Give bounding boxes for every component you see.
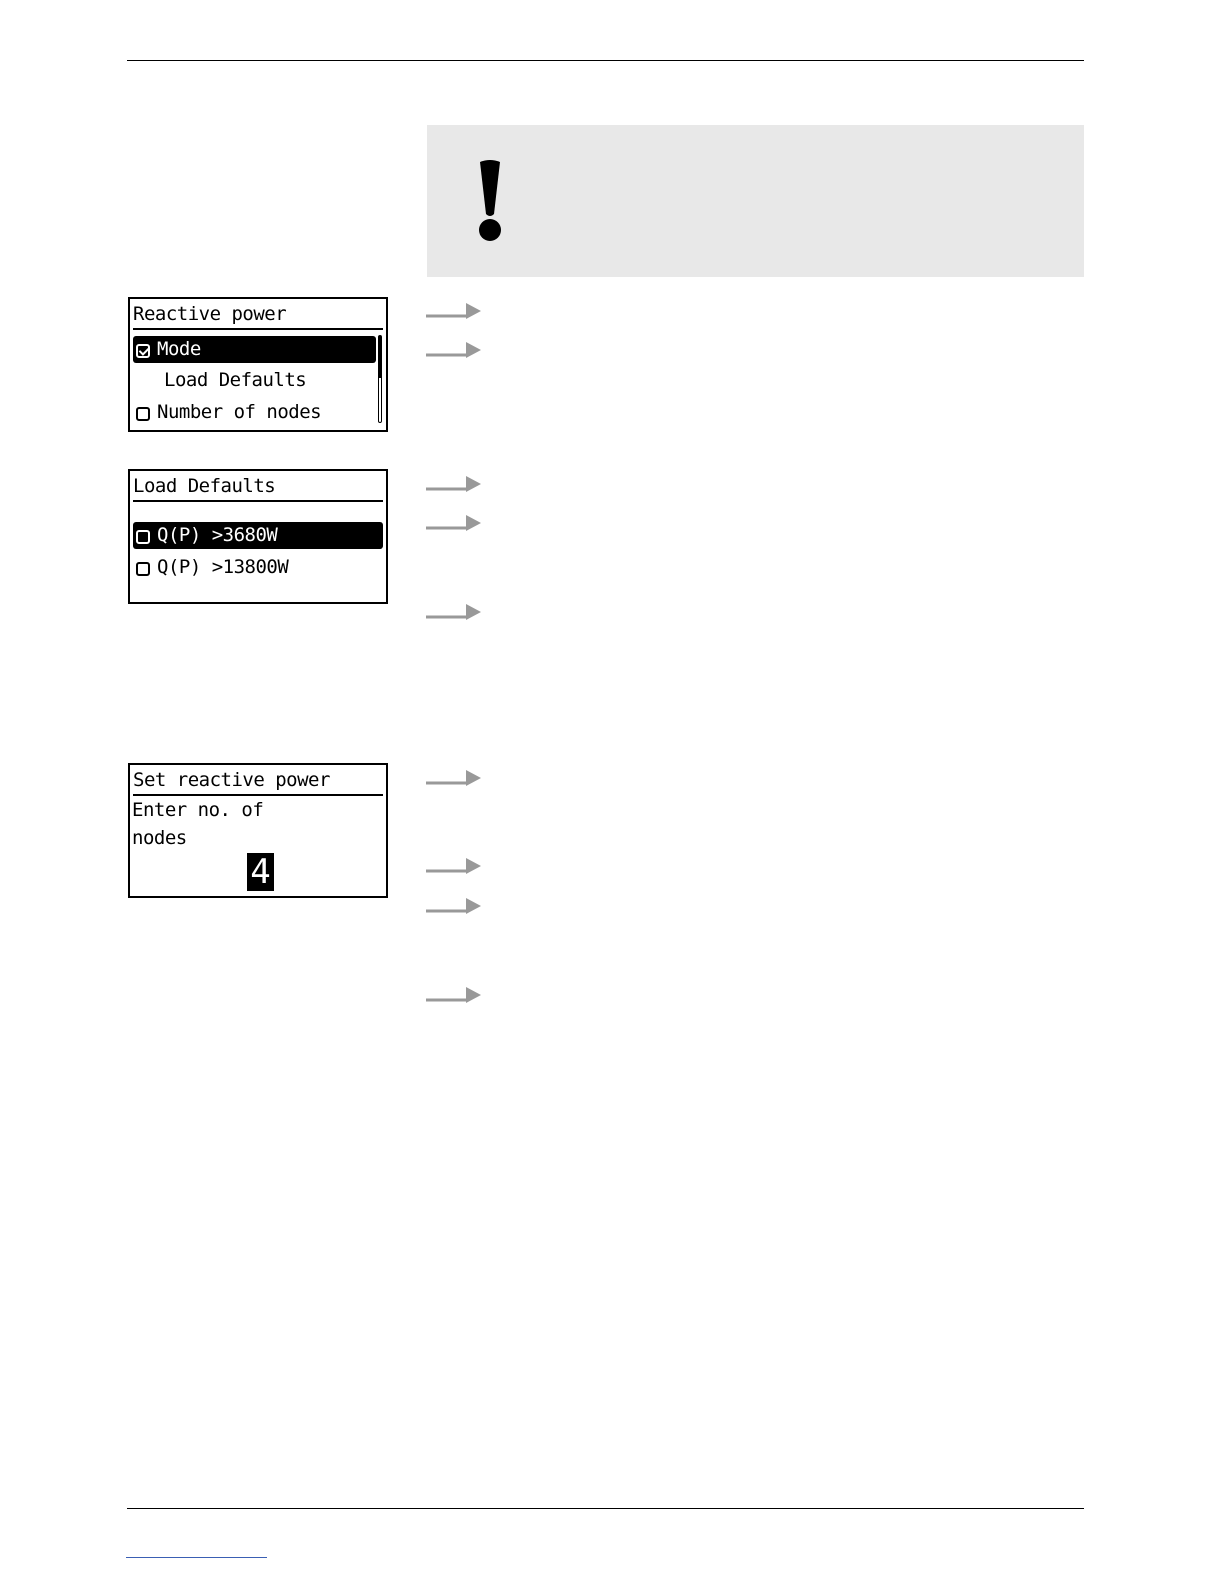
prompt-line-1: Enter no. of xyxy=(132,799,264,821)
prompt-line-2: nodes xyxy=(132,827,187,849)
lcd-title: Reactive power xyxy=(133,301,383,330)
lcd-title: Load Defaults xyxy=(133,473,383,502)
menu-item-label: Mode xyxy=(157,338,201,360)
menu-item-label: Q(P) >13800W xyxy=(157,556,289,578)
step-arrow-icon xyxy=(426,474,482,494)
checkbox-icon xyxy=(136,407,150,421)
scrollbar-thumb[interactable] xyxy=(379,336,381,378)
step-arrow-icon xyxy=(426,856,482,876)
step-arrow-icon xyxy=(426,340,482,360)
menu-item-load-defaults[interactable] xyxy=(133,367,306,394)
menu-item-label: Number of nodes xyxy=(157,401,322,423)
exclamation-icon xyxy=(474,158,506,242)
step-arrow-icon xyxy=(426,301,482,321)
lcd-set-reactive-power xyxy=(128,763,388,898)
checked-checkbox-icon xyxy=(136,344,150,358)
menu-item-mode[interactable] xyxy=(133,336,376,363)
step-arrow-icon xyxy=(426,985,482,1005)
menu-item-label: Q(P) >3680W xyxy=(157,524,278,546)
menu-item-qp-3680w[interactable] xyxy=(133,522,383,549)
menu-item-qp-13800w[interactable] xyxy=(133,554,288,581)
footer-rule xyxy=(127,1508,1084,1509)
header-rule xyxy=(127,60,1084,61)
step-arrow-icon xyxy=(426,896,482,916)
lcd-load-defaults xyxy=(128,469,388,604)
node-count-value[interactable]: 4 xyxy=(247,853,274,891)
scrollbar[interactable] xyxy=(378,335,382,423)
lcd-reactive-power xyxy=(128,297,388,432)
footer-link-underline[interactable] xyxy=(126,1557,267,1558)
menu-item-label: Load Defaults xyxy=(164,369,307,391)
checkbox-icon xyxy=(136,562,150,576)
checkbox-icon xyxy=(136,530,150,544)
notice-box xyxy=(427,125,1084,277)
menu-item-number-of-nodes[interactable] xyxy=(133,399,321,426)
step-arrow-icon xyxy=(426,513,482,533)
lcd-title: Set reactive power xyxy=(133,767,383,796)
step-arrow-icon xyxy=(426,602,482,622)
step-arrow-icon xyxy=(426,768,482,788)
